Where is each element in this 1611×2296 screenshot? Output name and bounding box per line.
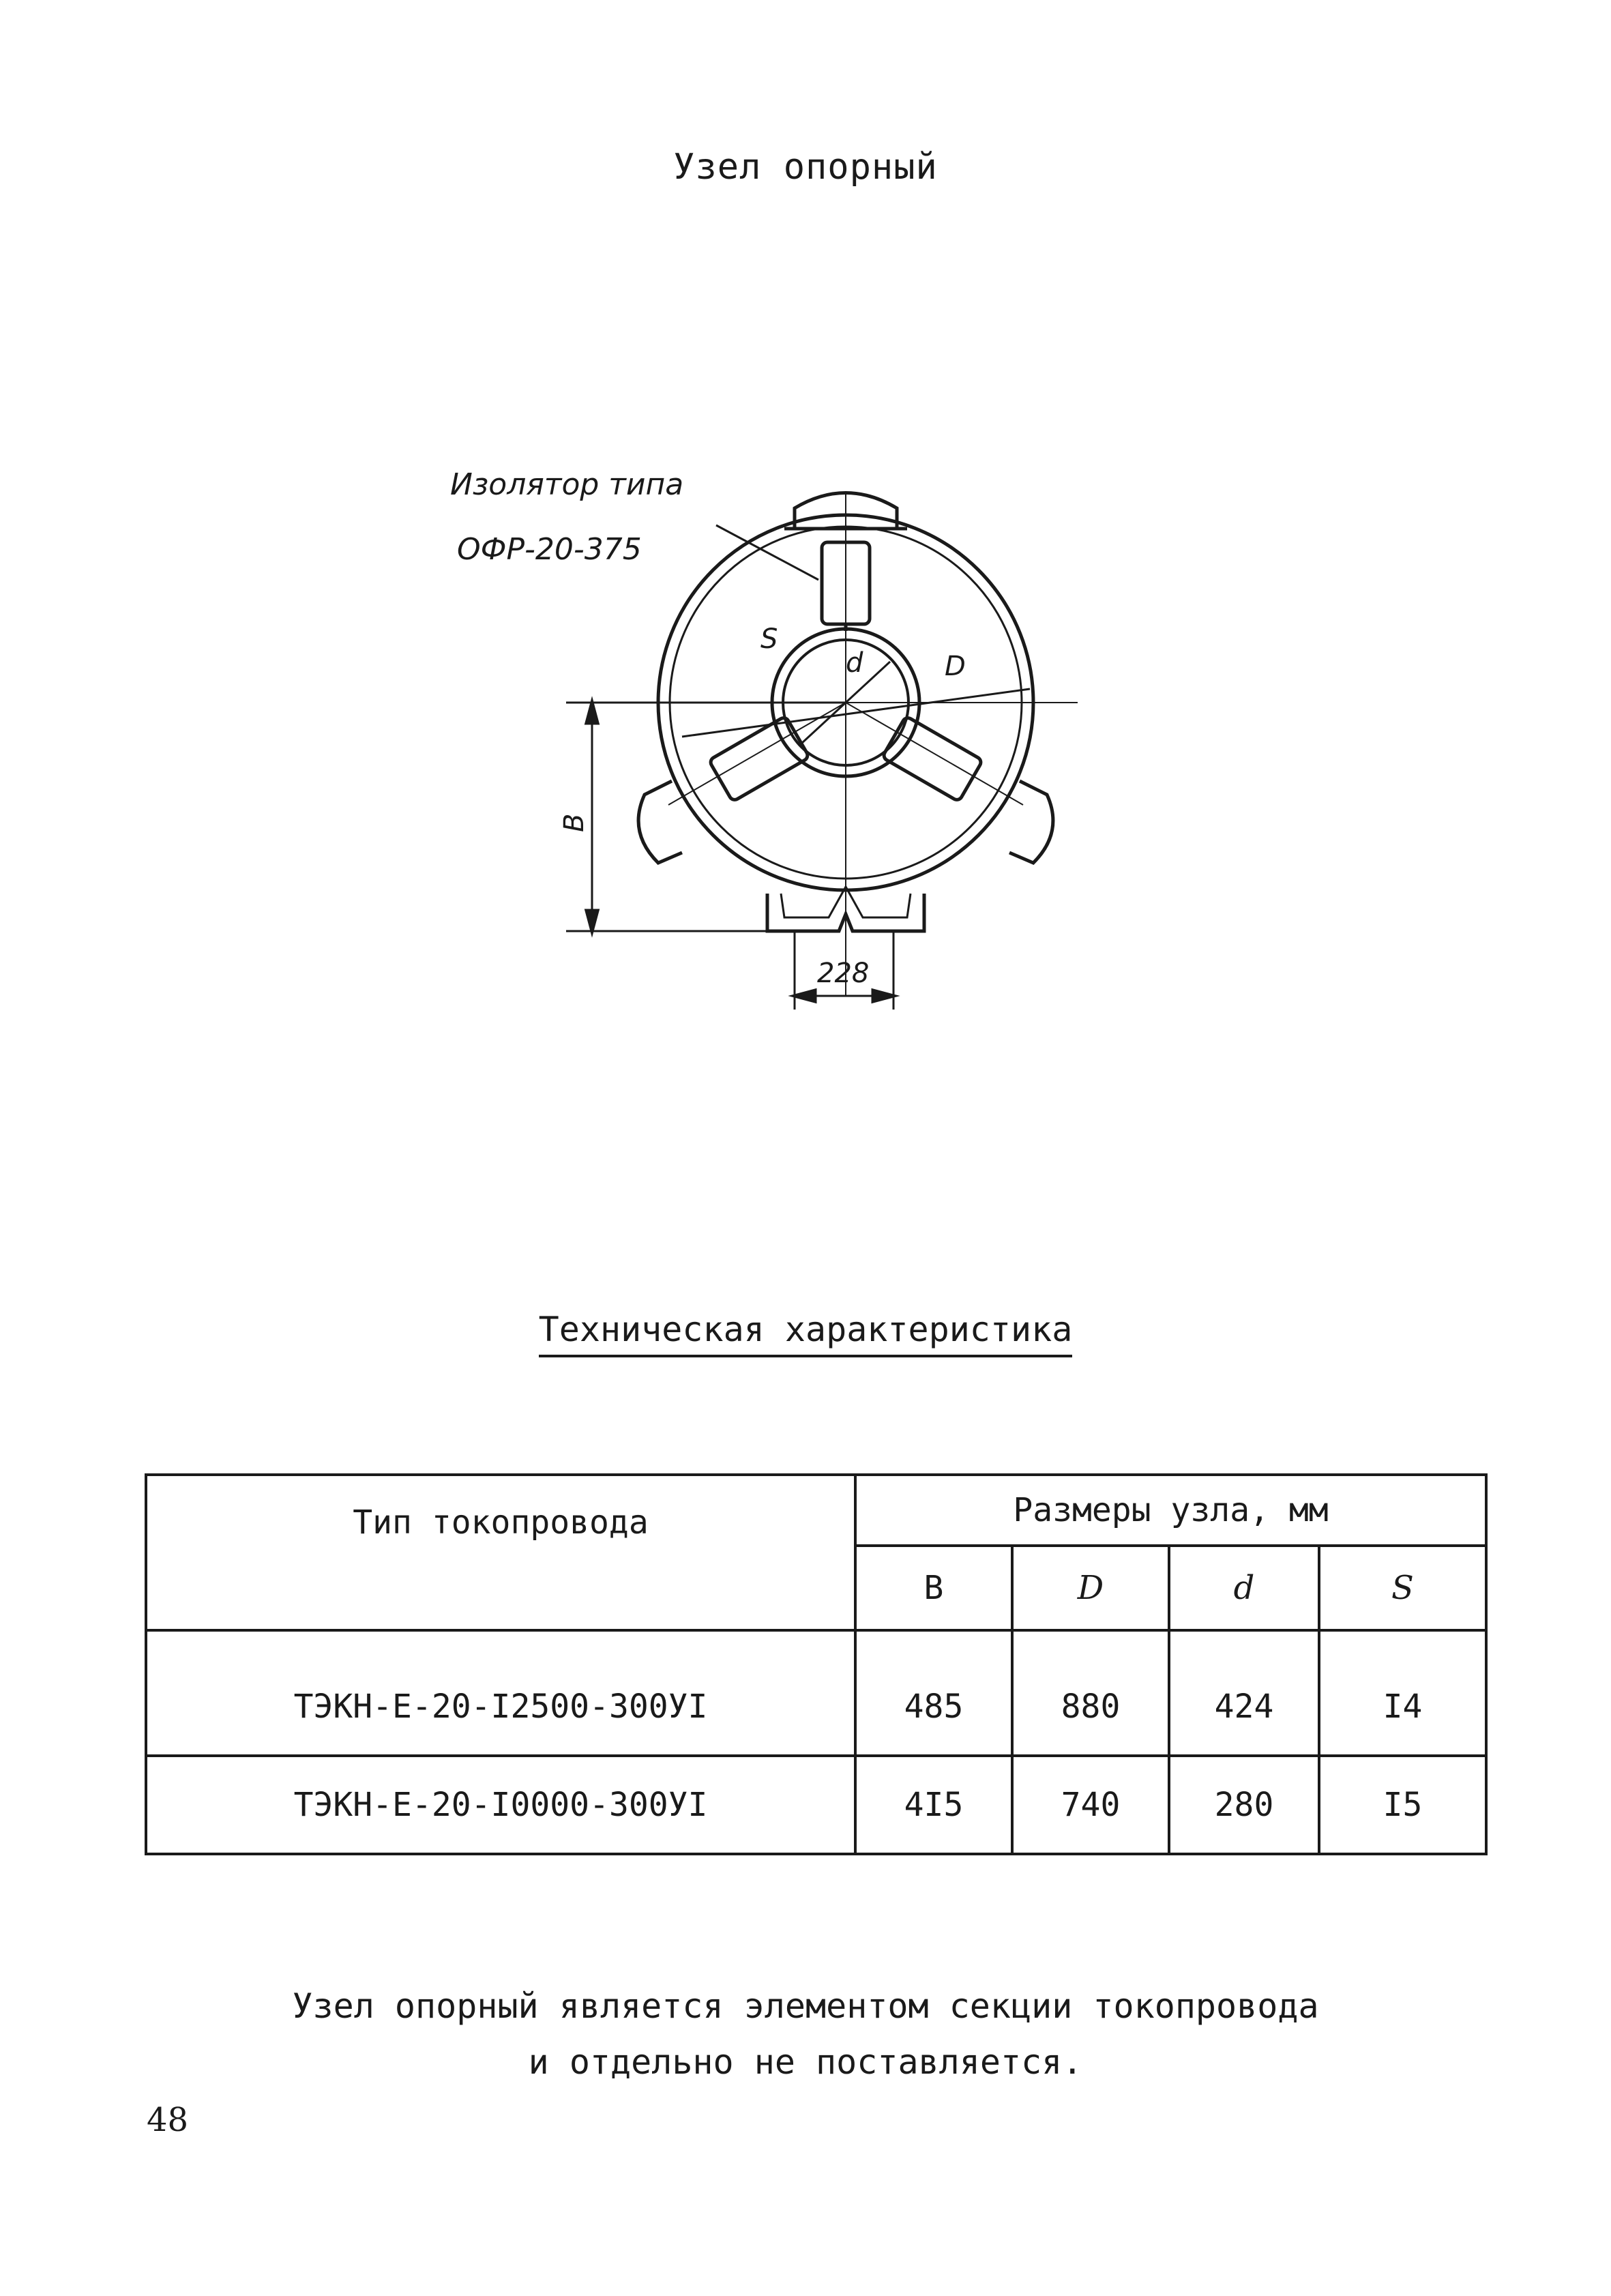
insulator-right [882, 716, 983, 802]
insulator-left [709, 716, 810, 802]
col-dims-header: Размеры узла, мм [855, 1475, 1486, 1546]
row-B: 485 [855, 1630, 1012, 1756]
page-title: Узел опорный [673, 147, 938, 188]
insulator-label-line1: Изолятор типа [450, 467, 684, 502]
sub-header-D: D [1012, 1546, 1169, 1630]
support-node-drawing [0, 0, 1611, 1091]
tech-title: Техническая характеристика [0, 1310, 1611, 1349]
flange-right [1009, 781, 1053, 863]
row-d: 424 [1169, 1630, 1319, 1756]
sub-header-B: B [855, 1546, 1012, 1630]
dim-d-label: d [846, 647, 863, 679]
dim-D-label: D [945, 651, 966, 682]
row-D: 740 [1012, 1756, 1169, 1854]
dim-s-label: S [760, 623, 778, 655]
col-type-header: Тип токопровода [146, 1475, 855, 1630]
table-row [146, 1756, 1486, 1854]
dim-B-label: B [559, 813, 590, 832]
table-row [146, 1630, 1486, 1756]
row-D: 880 [1012, 1630, 1169, 1756]
spec-table [145, 1473, 1488, 1855]
row-B: 4I5 [855, 1756, 1012, 1854]
row-S: I5 [1319, 1756, 1486, 1854]
row-type: ТЭКН-Е-20-I0000-300УI [146, 1756, 855, 1854]
dim-228-label: 228 [817, 958, 870, 989]
row-type: ТЭКН-Е-20-I2500-300УI [146, 1630, 855, 1756]
insulator-label-line2: ОФР-20-375 [457, 532, 642, 567]
note-line-1: Узел опорный является элементом секции токопровода [292, 1986, 1319, 2026]
sub-header-S: S [1319, 1546, 1486, 1630]
flange-left [638, 781, 682, 863]
row-S: I4 [1319, 1630, 1486, 1756]
page-number: 48 [147, 2101, 189, 2139]
row-d: 280 [1169, 1756, 1319, 1854]
note-line-2: и отдельно не поставляется. [528, 2042, 1083, 2082]
note [0, 1978, 1611, 2090]
sub-header-d: d [1169, 1546, 1319, 1630]
